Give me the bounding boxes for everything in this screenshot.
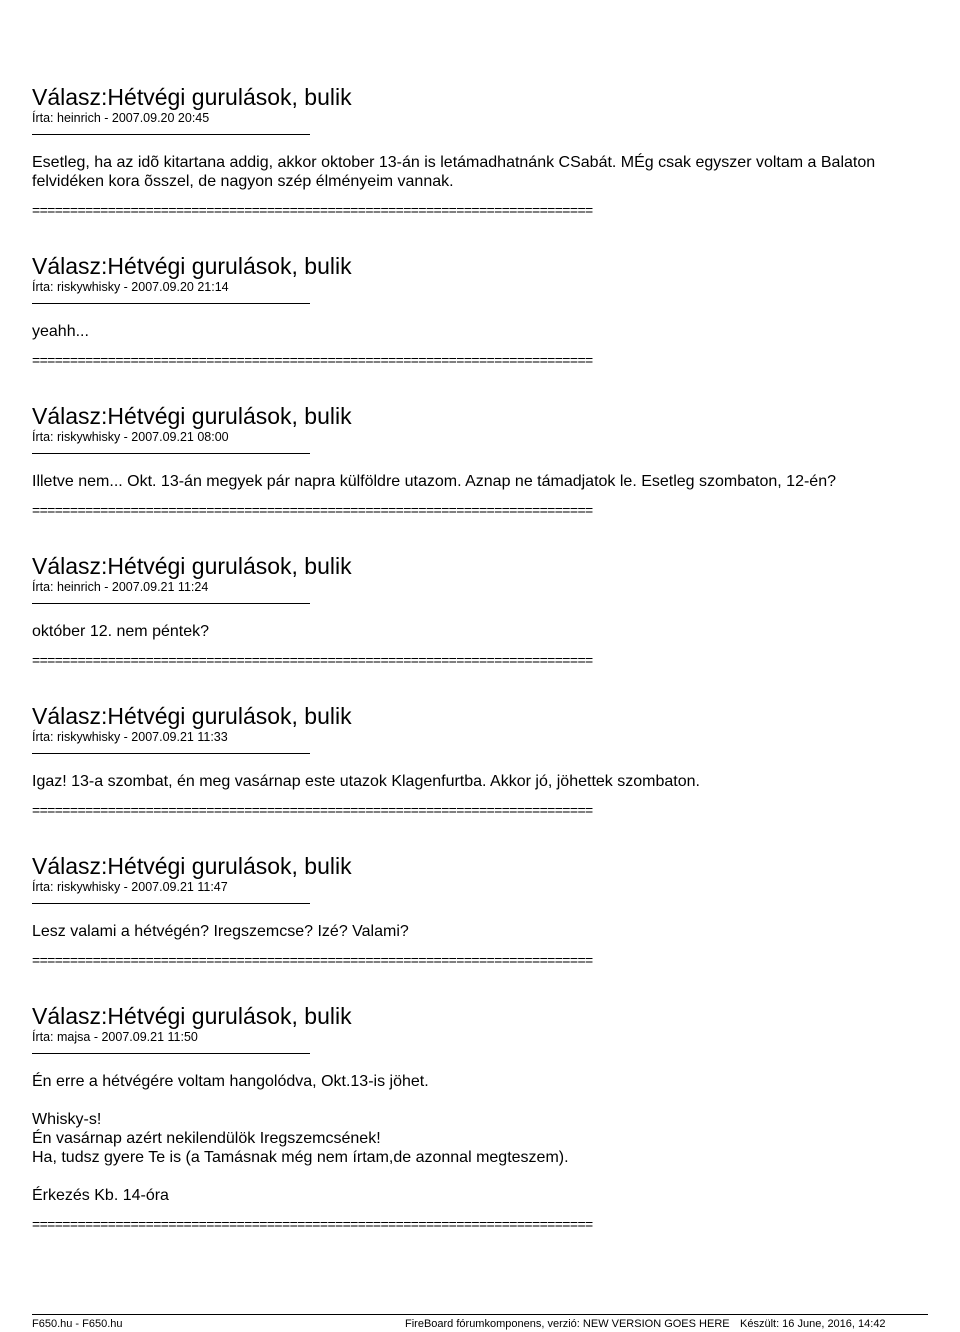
meta-divider — [32, 453, 310, 454]
post-separator: ========================================================================== — [32, 953, 593, 968]
post-author-date: Írta: heinrich - 2007.09.21 11:24 — [32, 580, 209, 594]
post-separator: ========================================================================== — [32, 1217, 593, 1232]
post-body — [32, 922, 932, 941]
forum-post — [32, 553, 932, 668]
post-title: Válasz:Hétvégi gurulások, bulik — [32, 853, 352, 879]
post-separator: ========================================================================== — [32, 653, 593, 668]
forum-post — [32, 853, 932, 968]
footer-site: F650.hu - F650.hu — [32, 1318, 123, 1330]
meta-divider — [32, 1053, 310, 1054]
post-separator: ========================================================================== — [32, 203, 593, 218]
forum-post — [32, 703, 932, 818]
post-text: Ha, tudsz gyere Te is (a Tamásnak még nem írtam,de azonnal megteszem). — [32, 1149, 569, 1166]
meta-divider — [32, 303, 310, 304]
post-body — [32, 472, 932, 491]
meta-divider — [32, 603, 310, 604]
post-title: Válasz:Hétvégi gurulások, bulik — [32, 253, 352, 279]
footer-divider — [32, 1314, 928, 1315]
post-text: Igaz! 13-a szombat, én meg vasárnap este utazok Klagenfurtba. Akkor jó, jöhettek szombaton. — [32, 773, 700, 790]
post-author-date: Írta: riskywhisky - 2007.09.20 21:14 — [32, 280, 229, 294]
post-text: Lesz valami a hétvégén? Iregszemcse? Izé? Valami? — [32, 923, 409, 940]
meta-divider — [32, 753, 310, 754]
post-text: október 12. nem péntek? — [32, 623, 210, 640]
post-author-date: Írta: riskywhisky - 2007.09.21 08:00 — [32, 430, 229, 444]
forum-post — [32, 403, 932, 518]
post-body — [32, 322, 932, 341]
meta-divider — [32, 903, 310, 904]
post-title: Válasz:Hétvégi gurulások, bulik — [32, 84, 352, 110]
post-author-date: Írta: riskywhisky - 2007.09.21 11:47 — [32, 880, 228, 894]
post-body — [32, 1072, 932, 1205]
post-author-date: Írta: riskywhisky - 2007.09.21 11:33 — [32, 730, 228, 744]
post-text: Érkezés Kb. 14-óra — [32, 1187, 169, 1204]
post-list — [32, 84, 932, 1232]
post-text: Esetleg, ha az idõ kitartana addig, akkor oktober 13-án is letámadhatnánk CSabát. MÉg csak egyszer voltam a Balaton felvidéken kora õsszel, de nagyon szép élményeim vannak. — [32, 154, 876, 190]
post-title: Válasz:Hétvégi gurulások, bulik — [32, 703, 352, 729]
post-separator: ========================================================================== — [32, 503, 593, 518]
footer-generated-date: Készült: 16 June, 2016, 14:42 — [740, 1318, 886, 1330]
post-body — [32, 153, 932, 191]
post-author-date: Írta: majsa - 2007.09.21 11:50 — [32, 1030, 198, 1044]
post-title: Válasz:Hétvégi gurulások, bulik — [32, 553, 352, 579]
forum-post — [32, 253, 932, 368]
post-separator: ========================================================================== — [32, 353, 593, 368]
footer-component: FireBoard fórumkomponens, verzió: NEW VERSION GOES HERE — [405, 1318, 730, 1330]
post-body — [32, 622, 932, 641]
post-author-date: Írta: heinrich - 2007.09.20 20:45 — [32, 111, 210, 125]
forum-post — [32, 84, 932, 218]
post-text: Illetve nem... Okt. 13-án megyek pár napra külföldre utazom. Aznap ne támadjatok le. Esetleg szombaton, 12-én? — [32, 473, 836, 490]
page-footer — [0, 1316, 960, 1332]
post-title: Válasz:Hétvégi gurulások, bulik — [32, 403, 352, 429]
post-separator: ========================================================================== — [32, 803, 593, 818]
post-body — [32, 772, 932, 791]
post-text: Whisky-s! — [32, 1111, 102, 1128]
meta-divider — [32, 134, 310, 135]
post-text: Én erre a hétvégére voltam hangolódva, Okt.13-is jöhet. — [32, 1073, 429, 1090]
post-text: yeahh... — [32, 323, 89, 340]
post-title: Válasz:Hétvégi gurulások, bulik — [32, 1003, 352, 1029]
forum-post — [32, 1003, 932, 1232]
post-text: Én vasárnap azért nekilendülök Iregszemcsének! — [32, 1130, 381, 1147]
